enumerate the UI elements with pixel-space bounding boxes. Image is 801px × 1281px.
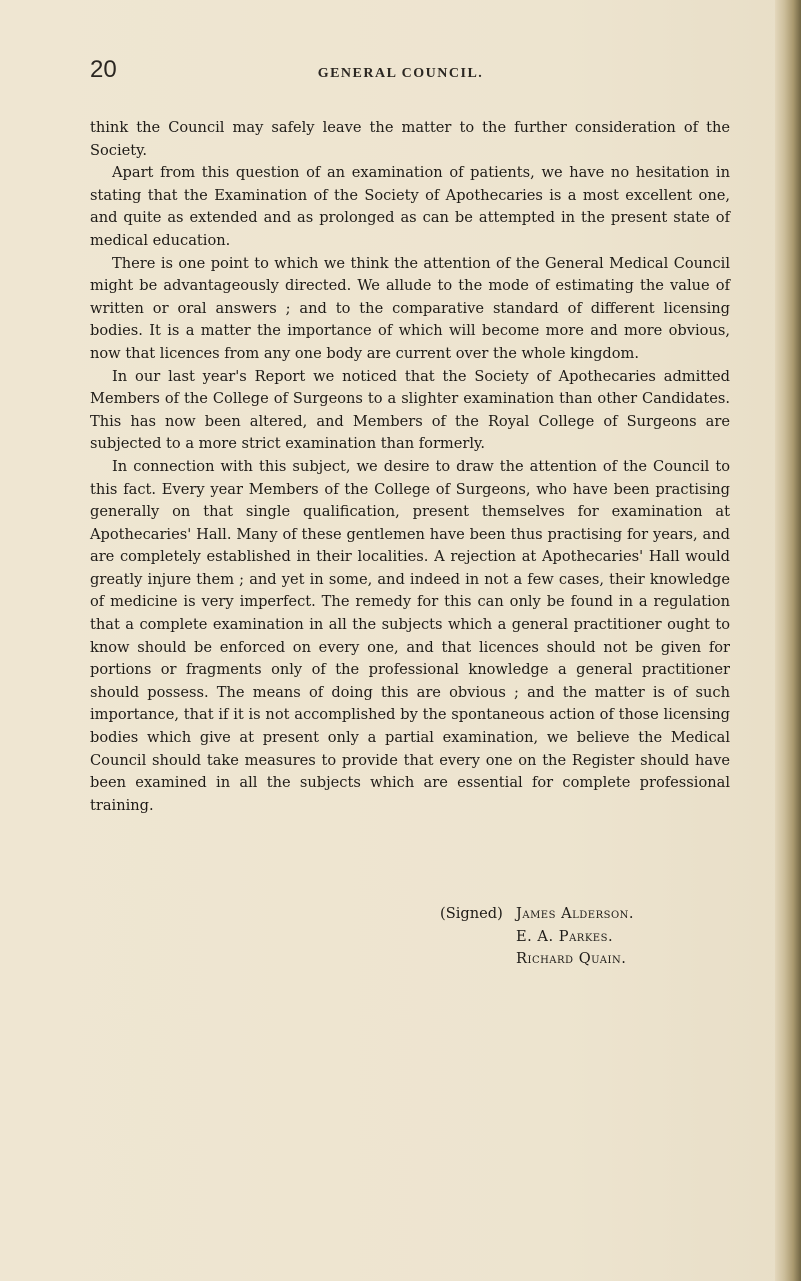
page-number: 20 bbox=[90, 56, 117, 83]
signatory-name: Richard Quain. bbox=[516, 950, 627, 968]
signed-label: (Signed) bbox=[440, 905, 503, 922]
signature-block bbox=[440, 903, 634, 971]
paragraph: In connection with this subject, we desire to draw the attention of the Council to this fact. Every year Members of the College of Surgeons, who have been practising generally on that single qualification, present themselves for examination at Apothecaries' Hall. Many of these gentlemen have been thus practising for years, and are completely established in their localities. A rejection at Apothecaries' Hall would greatly injure them ; and yet in some, and indeed in not a few cases, their knowledge of medicine is very imperfect. The remedy for this can only be found in a regulation that a complete examination in all the subjects which a general practitioner ought to know should be enforced on every one, and that licences should not be given for portions or fragments only of the professional knowledge a general practitioner should possess. The means of doing this are obvious ; and the matter is of such importance, that if it is not accomplished by the spontaneous action of those licensing bodies which give at present only a partial examination, we believe the Medical Council should take measures to provide that every one on the Register should have been examined in all the subjects which are essential for complete professional training. bbox=[90, 457, 730, 814]
running-head: GENERAL COUNCIL. bbox=[317, 66, 484, 81]
paragraph: In our last year's Report we noticed that the Society of Apothecaries admitted Members of the College of Surgeons to a slighter examination than other Candidates. This has now been altered, and Members of the Royal College of Surgeons are subjected to a more strict examination than formerly. bbox=[90, 367, 730, 453]
signatory-name: E. A. Parkes. bbox=[516, 927, 614, 945]
paragraph: Apart from this question of an examination of patients, we have no hesitation in stating that the Examination of the Society of Apothecaries is a most excellent one, and quite as extended and as prolonged as can be attempted in the present state of medical education. bbox=[90, 164, 730, 249]
signatory-list bbox=[516, 903, 634, 971]
paragraph: There is one point to which we think the attention of the General Medical Council might be advantageously directed. We allude to the mode of estimating the value of written or oral answers ; and to the comparative standard of different licensing bodies. It is a matter the importance of which will become more and more obvious, now that licences from any one body are current over the whole kingdom. bbox=[90, 254, 730, 362]
signatory-name: James Alderson. bbox=[516, 905, 635, 922]
report-body bbox=[90, 117, 730, 817]
book-spine-shadow bbox=[775, 0, 801, 1281]
paragraph-continuation: think the Council may safely leave the matter to the further consideration of the Society. bbox=[90, 119, 730, 159]
